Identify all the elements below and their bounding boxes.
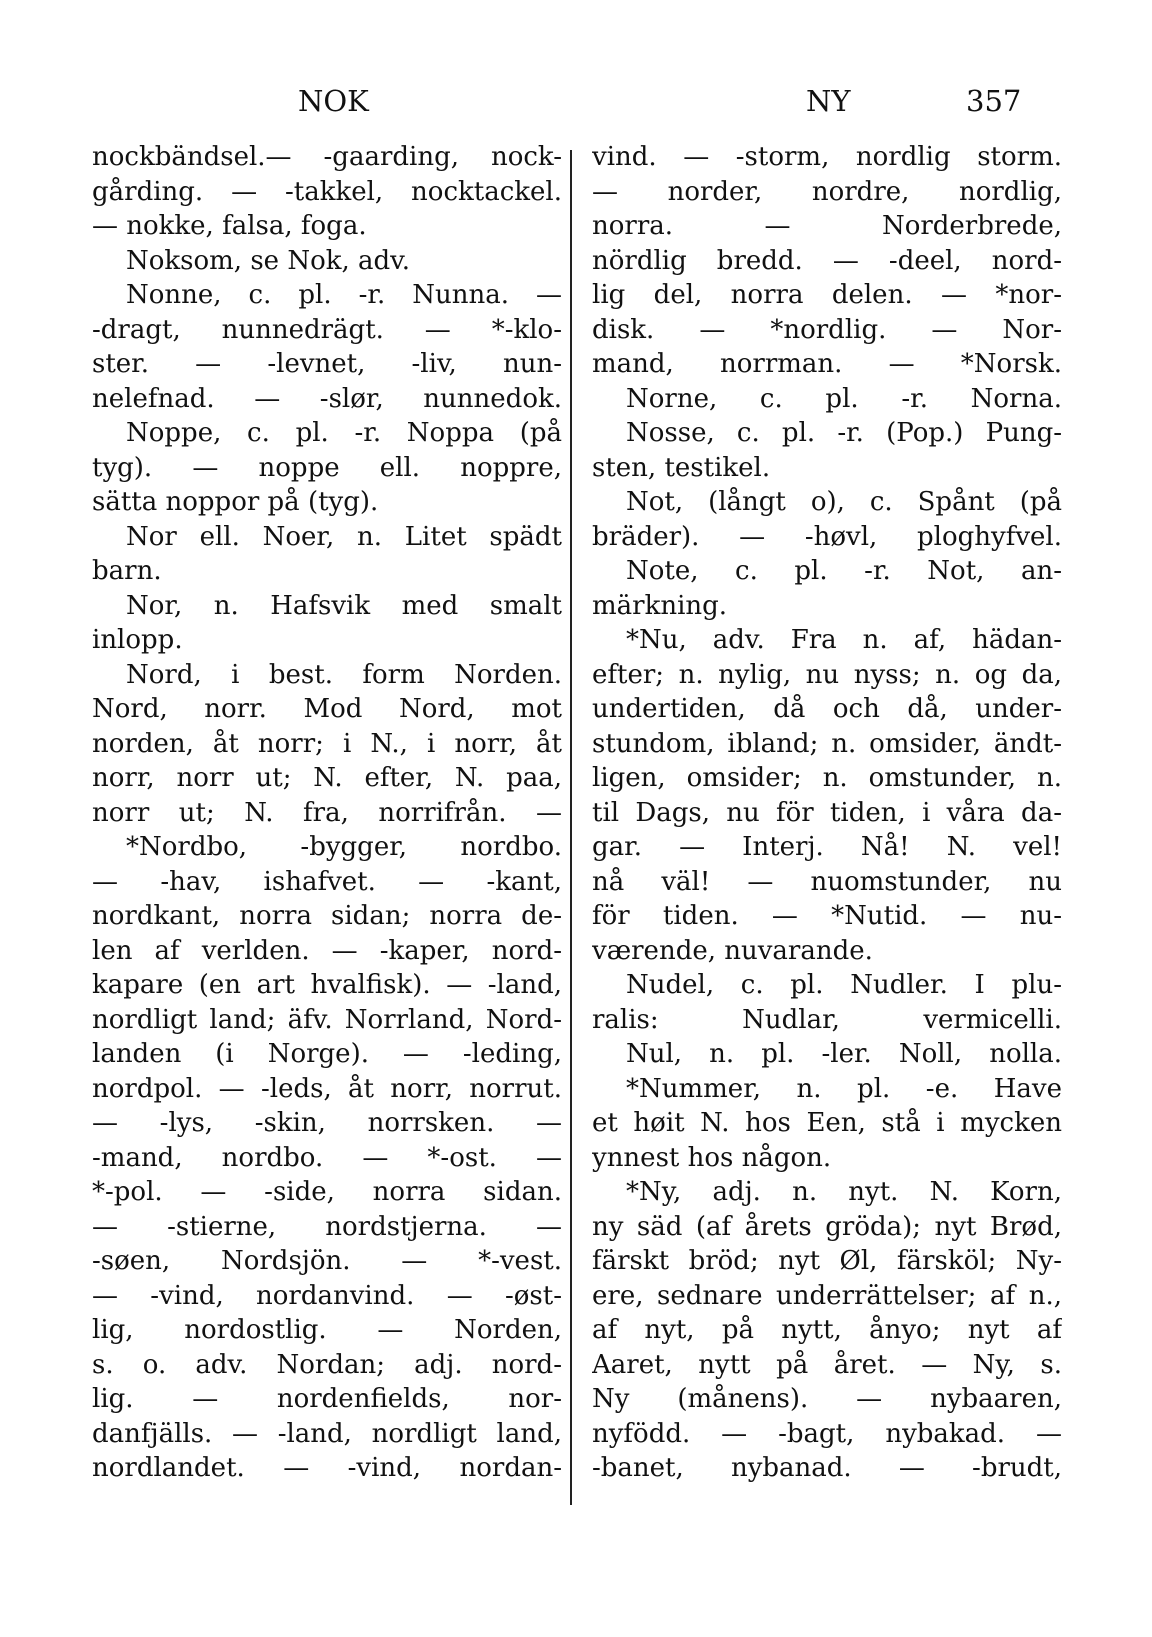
header-first-word: NOK bbox=[298, 84, 369, 118]
entry-line: et høit N. hos Een, stå i mycken bbox=[592, 1108, 1062, 1138]
entry-line: undertiden, då och då, under- bbox=[592, 694, 1062, 724]
entry-line: s. o. adv. Nordan; adj. nord- bbox=[92, 1349, 562, 1380]
entry-line: Nosse, c. pl. -r. (Pop.) Pung- bbox=[626, 418, 1062, 448]
entry-line: märkning. bbox=[592, 590, 728, 621]
entry-line: gårding. — -takkel, nocktackel. bbox=[92, 176, 562, 207]
entry-line: norra. — Norderbrede, bbox=[592, 211, 1062, 241]
entry-line: nordligt land; äfv. Norrland, Nord- bbox=[92, 1004, 562, 1035]
entry-line: sätta noppor på (tyg). bbox=[92, 487, 379, 517]
entry-line: kapare (en art hvalfisk). — -land, bbox=[92, 970, 562, 1000]
entry-line: *-pol. — -side, norra sidan. bbox=[92, 1177, 562, 1207]
entry-line: gar. — Interj. Nå! N. vel! bbox=[592, 832, 1062, 862]
entry-line: ere, sednare underrättelser; af n., bbox=[592, 1280, 1062, 1311]
entry-line: ynnest hos någon. bbox=[592, 1142, 832, 1173]
entry-line: af nyt, på nytt, ånyo; nyt af bbox=[592, 1315, 1062, 1345]
entry-line: nockbändsel.— -gaarding, nock- bbox=[92, 142, 562, 172]
right-column bbox=[592, 140, 1062, 1486]
entry-line: nordlandet. — -vind, nordan- bbox=[92, 1453, 562, 1483]
entry-line: ralis: Nudlar, vermicelli. bbox=[592, 1004, 1062, 1035]
entry-line: efter; n. nylig, nu nyss; n. og da, bbox=[592, 659, 1062, 690]
entry-line: lig del, norra delen. — *nor- bbox=[592, 280, 1062, 310]
entry-line: -søen, Nordsjön. — *-vest. bbox=[92, 1246, 562, 1276]
entry-line: Noksom, se Nok, adv. bbox=[126, 245, 411, 276]
entry-line: mand, norrman. — *Norsk. bbox=[592, 349, 1062, 379]
entry-line: -dragt, nunnedrägt. — *-klo- bbox=[92, 314, 562, 345]
entry-line: — norder, nordre, nordlig, bbox=[592, 176, 1062, 207]
entry-line: nördlig bredd. — -deel, nord- bbox=[592, 245, 1062, 276]
entry-line: værende, nuvarande. bbox=[592, 935, 873, 966]
entry-line: *Nummer, n. pl. -e. Have bbox=[626, 1073, 1062, 1104]
page-number: 357 bbox=[966, 84, 1022, 118]
entry-line: nordpol. — -leds, åt norr, norrut. bbox=[92, 1073, 562, 1104]
entry-line: disk. — *nordlig. — Nor- bbox=[592, 314, 1062, 345]
entry-line: — -vind, nordanvind. — -øst- bbox=[92, 1280, 562, 1311]
entry-line: — nokke, falsa, foga. bbox=[92, 211, 367, 241]
entry-line: för tiden. — *Nutid. — nu- bbox=[592, 901, 1062, 931]
entry-line: Nord, i best. form Norden. bbox=[126, 659, 562, 690]
entry-line: Aaret, nytt på året. — Ny, s. bbox=[592, 1349, 1062, 1380]
entry-line: Nord, norr. Mod Nord, mot bbox=[92, 694, 562, 724]
entry-line: norr, norr ut; N. efter, N. paa, bbox=[92, 763, 562, 793]
entry-line: — -lys, -skin, norrsken. — bbox=[92, 1108, 562, 1138]
entry-line: tyg). — noppe ell. noppre, bbox=[92, 452, 562, 483]
entry-line: norr ut; N. fra, norrifrån. — bbox=[92, 797, 562, 828]
column-divider bbox=[570, 150, 572, 1505]
entry-line: danfjälls. — -land, nordligt land, bbox=[92, 1418, 562, 1449]
entry-line: vind. — -storm, nordlig storm. bbox=[592, 142, 1062, 172]
entry-line: Nor, n. Hafsvik med smalt bbox=[126, 590, 562, 621]
entry-line: til Dags, nu för tiden, i våra da- bbox=[592, 797, 1062, 828]
entry-line: färskt bröd; nyt Øl, färsköl; Ny- bbox=[592, 1246, 1062, 1276]
entry-line: *Nu, adv. Fra n. af, hädan- bbox=[626, 625, 1062, 655]
entry-line: lig. — nordenfields, nor- bbox=[92, 1384, 562, 1414]
entry-line: Nul, n. pl. -ler. Noll, nolla. bbox=[626, 1039, 1062, 1069]
entry-line: Not, (långt o), c. Spånt (på bbox=[626, 487, 1062, 517]
entry-line: Note, c. pl. -r. Not, an- bbox=[626, 556, 1062, 586]
entry-line: ny säd (af årets gröda); nyt Brød, bbox=[592, 1211, 1062, 1242]
entry-line: Nudel, c. pl. Nudler. I plu- bbox=[626, 970, 1062, 1000]
entry-line: landen (i Norge). — -leding, bbox=[92, 1039, 562, 1069]
entry-line: norden, åt norr; i N., i norr, åt bbox=[92, 728, 562, 759]
entry-line: Ny (månens). — nybaaren, bbox=[592, 1384, 1062, 1414]
entry-line: len af verlden. — -kaper, nord- bbox=[92, 935, 562, 966]
entry-line: *Ny, adj. n. nyt. N. Korn, bbox=[626, 1177, 1062, 1207]
entry-line: -banet, nybanad. — -brudt, bbox=[592, 1453, 1062, 1483]
entry-line: nelefnad. — -slør, nunnedok. bbox=[92, 383, 562, 414]
entry-line: — -stierne, nordstjerna. — bbox=[92, 1211, 562, 1242]
entry-line: Norne, c. pl. -r. Norna. bbox=[626, 383, 1062, 414]
left-column bbox=[92, 140, 562, 1486]
entry-line: lig, nordostlig. — Norden, bbox=[92, 1315, 562, 1345]
entry-line: ligen, omsider; n. omstunder, n. bbox=[592, 763, 1062, 793]
entry-line: ster. — -levnet, -liv, nun- bbox=[92, 349, 562, 379]
entry-line: bräder). — -høvl, ploghyfvel. bbox=[592, 521, 1062, 552]
entry-line: Nonne, c. pl. -r. Nunna. — bbox=[126, 280, 562, 310]
entry-line: — -hav, ishafvet. — -kant, bbox=[92, 866, 562, 897]
entry-line: nyfödd. — -bagt, nybakad. — bbox=[592, 1418, 1062, 1449]
entry-line: nå väl! — nuomstunder, nu bbox=[592, 866, 1062, 897]
entry-line: nordkant, norra sidan; norra de- bbox=[92, 901, 562, 931]
header-last-word: NY bbox=[806, 84, 851, 118]
page-header bbox=[0, 84, 1152, 124]
entry-line: Nor ell. Noer, n. Litet spädt bbox=[126, 521, 562, 552]
entry-line: inlopp. bbox=[92, 625, 183, 655]
entry-line: Noppe, c. pl. -r. Noppa (på bbox=[126, 418, 562, 448]
entry-line: -mand, nordbo. — *-ost. — bbox=[92, 1142, 562, 1173]
entry-line: *Nordbo, -bygger, nordbo. bbox=[126, 832, 562, 862]
entry-line: sten, testikel. bbox=[592, 452, 771, 483]
entry-line: stundom, ibland; n. omsider, ändt- bbox=[592, 728, 1062, 759]
entry-line: barn. bbox=[92, 556, 162, 586]
